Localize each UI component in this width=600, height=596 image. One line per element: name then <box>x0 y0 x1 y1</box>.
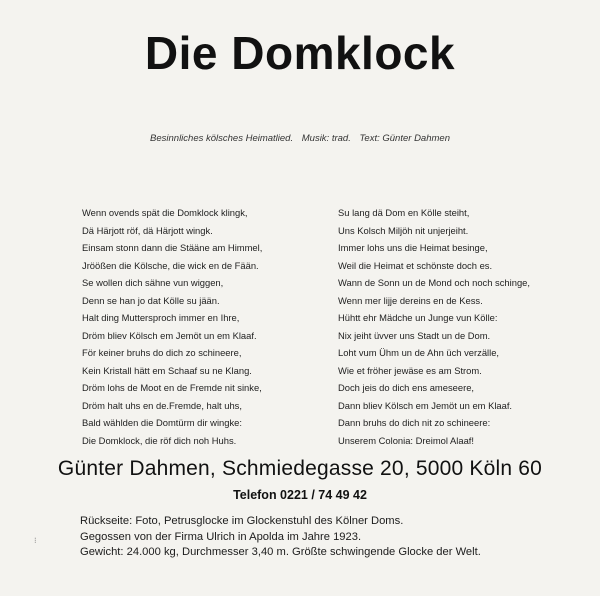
lyric-line: Se wollen dich sähne vun wiggen, <box>82 277 224 288</box>
lyric-line: Dä Härjott röf, dä Härjott wingk. <box>82 224 213 236</box>
note-line: Rückseite: Foto, Petrusglocke im Glockenstuhl des Kölner Doms. <box>80 515 404 527</box>
lyrics-left-column <box>82 204 312 449</box>
lyric-line: Dröm bliev Kölsch em Jemöt un em Klaaf. <box>82 329 257 341</box>
lyric-line: Die Domklock, die röf dich noh Huhs. <box>82 434 237 446</box>
song-description: Besinnliches kölsches Heimatlied. <box>150 133 294 144</box>
lyric-line: Weil die Heimat et schönste doch es. <box>338 259 493 271</box>
lyric-line: Immer lohs uns die Heimat besinge, <box>338 242 488 253</box>
lyric-line: Dröm lohs de Moot en de Fremde nit sinke, <box>82 382 262 393</box>
lyric-line: Wenn ovends spät die Domklock klingk, <box>82 207 248 218</box>
lyric-line: Unserem Colonia: Dreimol Alaaf! <box>338 434 474 446</box>
note-line: Gegossen von der Firma Ulrich in Apolda im Jahre 1923. <box>80 530 362 543</box>
lyric-line: Wie et fröher jewäse es am Strom. <box>338 364 482 376</box>
back-cover-notes <box>80 514 481 561</box>
lyric-line: Dann bliev Kölsch em Jemöt un em Klaaf. <box>338 399 513 411</box>
text-credit: Text: Günter Dahmen <box>359 133 450 144</box>
lyric-line: Einsam stonn dann die Stääne am Himmel, <box>82 242 263 253</box>
lyric-line: Wann de Sonn un de Mond och noch schinge, <box>338 277 530 288</box>
lyric-line: Dann bruhs do dich nit zo schineere: <box>338 417 491 428</box>
author-address: Günter Dahmen, Schmiedegasse 20, 5000 Köln 60 <box>57 457 543 480</box>
lyric-line: För keiner bruhs do dich zo schineere, <box>82 347 242 358</box>
lyrics-right-column <box>338 204 568 449</box>
lyric-line: Nix jeiht üvver uns Stadt un de Dom. <box>338 329 491 341</box>
lyric-line: Dröm halt uhs en de.Fremde, halt uhs, <box>82 399 242 411</box>
lyric-line: Hühtt ehr Mädche un Junge vun Kölle: <box>338 312 498 323</box>
lyric-line: Kein Kristall hätt em Schaaf su ne Klang. <box>82 364 252 376</box>
note-line: Gewicht: 24.000 kg, Durchmesser 3,40 m. Größte schwingende Glocke der Welt. <box>80 546 481 558</box>
lyric-line: Loht vum Ühm un de Ahn üch verzälle, <box>338 347 500 358</box>
lyric-line: Su lang dä Dom en Kölle steiht, <box>338 207 470 218</box>
song-title: Die Domklock <box>144 27 456 79</box>
lyric-line: Doch jeis do dich ens ameseere, <box>338 382 475 393</box>
lyric-line: Uns Kolsch Miljöh nit unjerjeiht. <box>338 224 469 236</box>
lyric-line: Halt ding Muttersproch immer en Ihre, <box>82 312 240 323</box>
lyric-line: Wenn mer lijje dereins en de Kess. <box>338 294 483 306</box>
lyric-line: Jröößen die Kölsche, die wick en de Fään. <box>82 259 259 271</box>
lyric-line: Denn se han jo dat Kölle su jään. <box>82 294 220 306</box>
print-speck-mark: ⁝ <box>34 536 37 545</box>
music-credit: Musik: trad. <box>301 133 351 144</box>
lyric-line: Bald wählden die Domtürm dir wingke: <box>82 417 242 428</box>
phone-number: Telefon 0221 / 74 49 42 <box>233 488 367 502</box>
song-credits <box>0 133 600 144</box>
